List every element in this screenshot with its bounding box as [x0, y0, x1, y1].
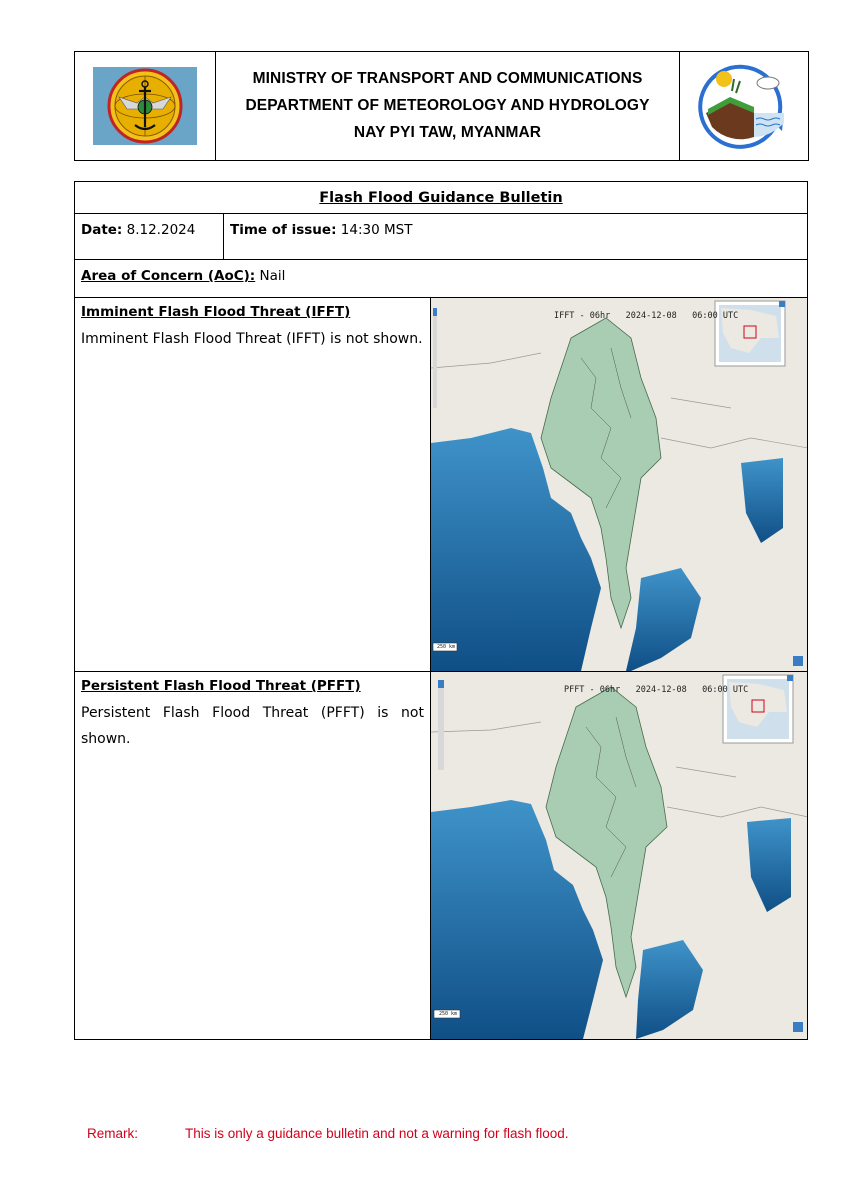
date-time-row: [75, 214, 807, 260]
ifft-map-caption: [513, 301, 738, 331]
date-cell: [75, 214, 224, 259]
area-of-concern-row: [75, 260, 807, 298]
pfft-map-caption: [523, 675, 748, 705]
aoc-label: Area of Concern (AoC):: [81, 268, 256, 284]
remark-text: This is only a guidance bulletin and not a warning for flash flood.: [185, 1126, 569, 1141]
bulletin-table: [74, 181, 808, 1040]
bulletin-title: Flash Flood Guidance Bulletin: [319, 189, 563, 206]
ifft-map-product: IFFT - 06hr: [553, 311, 611, 321]
date-label: Date:: [81, 222, 123, 238]
pfft-heading: Persistent Flash Flood Threat (PFFT): [81, 678, 361, 694]
ministry-emblem-icon: [93, 67, 197, 145]
ministry-name: MINISTRY OF TRANSPORT AND COMMUNICATIONS: [252, 70, 643, 87]
hydrological-cycle-icon: [690, 61, 798, 151]
pfft-map[interactable]: [431, 672, 807, 1039]
remark-label: Remark:: [87, 1126, 139, 1141]
pfft-text-cell: [75, 672, 431, 1039]
pfft-section: [75, 672, 807, 1039]
ifft-map[interactable]: [431, 298, 807, 671]
time-value: 14:30 MST: [340, 222, 413, 238]
ifft-map-scale: 250 km: [437, 644, 456, 650]
ifft-text-cell: [75, 298, 431, 671]
aoc-value: Nail: [259, 268, 286, 284]
department-logo-cell: [679, 52, 808, 160]
ifft-section: [75, 298, 807, 672]
ifft-map-image: [431, 298, 807, 671]
pfft-body: Persistent Flash Flood Threat (PFFT) is not shown.: [81, 705, 424, 747]
pfft-map-image: [431, 672, 807, 1039]
pfft-map-scale: 250 km: [439, 1011, 458, 1017]
department-name: DEPARTMENT OF METEOROLOGY AND HYDROLOGY: [245, 97, 650, 114]
time-cell: [224, 214, 807, 259]
ifft-body: Imminent Flash Flood Threat (IFFT) is not shown.: [81, 331, 423, 347]
pfft-map-date: 2024-12-08: [635, 685, 687, 695]
pfft-map-time: 06:00 UTC: [702, 685, 749, 695]
date-value: 8.12.2024: [126, 222, 196, 238]
ifft-heading: Imminent Flash Flood Threat (IFFT): [81, 304, 351, 320]
ifft-map-time: 06:00 UTC: [692, 311, 739, 321]
letterhead: [74, 51, 809, 161]
ministry-logo-cell: [75, 52, 216, 160]
letterhead-title: [216, 52, 679, 160]
time-label: Time of issue:: [230, 222, 337, 238]
bulletin-title-row: [75, 182, 807, 214]
location: NAY PYI TAW, MYANMAR: [353, 124, 542, 141]
ifft-map-date: 2024-12-08: [625, 311, 677, 321]
pfft-map-product: PFFT - 06hr: [563, 685, 621, 695]
